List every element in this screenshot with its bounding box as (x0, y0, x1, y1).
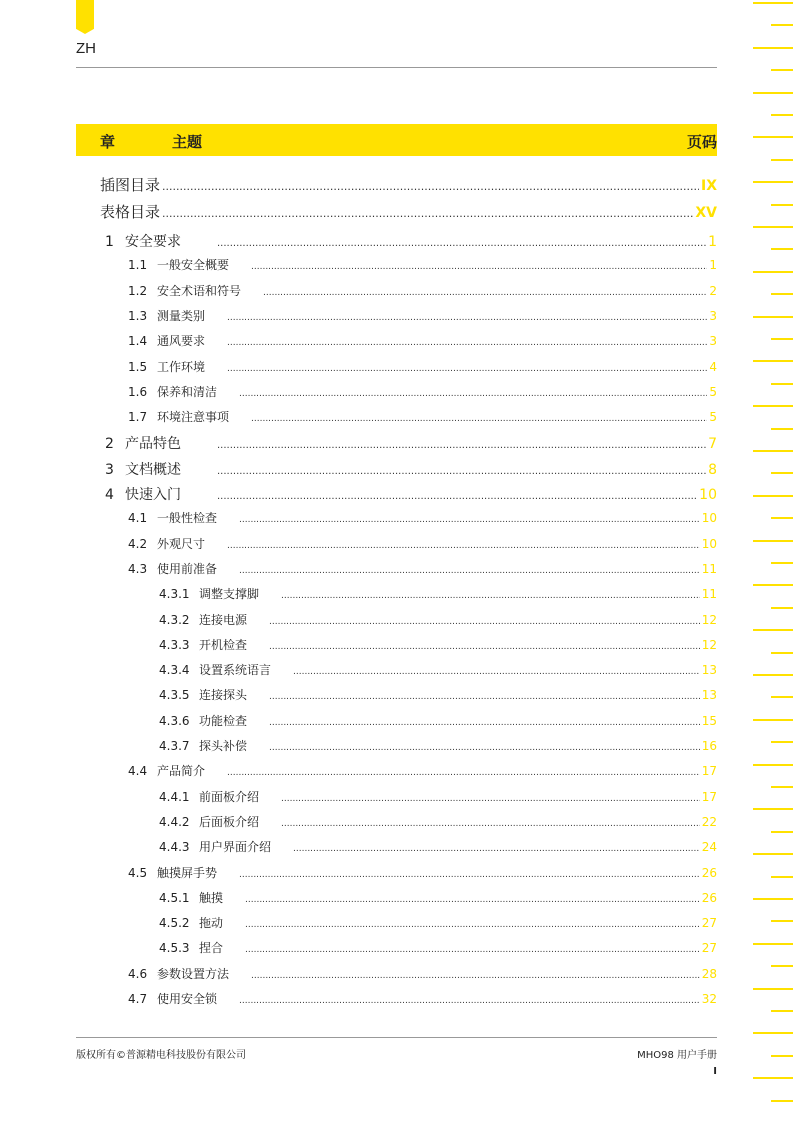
toc-entry[interactable] (128, 358, 717, 375)
toc-entry-title: 一般安全概要 (157, 258, 230, 273)
ruler-tick (771, 1055, 793, 1057)
toc-entry-title: 捏合 (199, 941, 224, 956)
margin-ruler (745, 0, 793, 1122)
toc-entry-number: 4.1 (128, 511, 148, 526)
toc-entry-page: 11 (701, 561, 717, 576)
toc-entry-number: 4.3.4 (159, 663, 190, 678)
dot-leader (217, 238, 706, 249)
toc-entry-number: 4.4.2 (159, 814, 190, 829)
ruler-tick (771, 876, 793, 878)
ruler-tick (771, 114, 793, 116)
ruler-tick (771, 428, 793, 430)
dot-leader (227, 364, 707, 374)
language-label: ZH (76, 40, 96, 57)
toc-entry[interactable] (128, 560, 717, 577)
toc-entry[interactable] (159, 889, 717, 906)
toc-entry-page: 15 (701, 713, 717, 728)
dot-leader (239, 515, 700, 525)
toc-entry[interactable] (159, 813, 717, 830)
toc-entry-page: 32 (701, 992, 717, 1006)
toc-entry-number: 3 (105, 461, 114, 478)
ruler-tick (771, 607, 793, 609)
toc-entry-page: 17 (701, 789, 717, 804)
toc-entry-title: 快速入门 (125, 487, 181, 503)
ruler-tick (771, 965, 793, 967)
toc-entry[interactable] (159, 686, 717, 703)
toc-entry-page: 10 (701, 511, 717, 526)
toc-entry-page: IX (700, 178, 717, 194)
toc-entry-title: 文档概述 (125, 461, 181, 478)
toc-entry[interactable] (105, 484, 717, 504)
ruler-tick (771, 204, 793, 206)
dot-leader (217, 491, 697, 502)
toc-entry-page: XV (695, 205, 717, 221)
ruler-tick (753, 316, 793, 318)
toc-entry-number: 1 (105, 234, 114, 250)
toc-entry-page: 3 (709, 308, 717, 323)
toc-entry-title: 安全要求 (125, 234, 181, 250)
toc-entry-title: 拖动 (199, 916, 224, 931)
ruler-tick (771, 69, 793, 71)
ruler-tick (771, 24, 793, 26)
toc-entry-number: 1.1 (128, 258, 148, 273)
toc-entry-number: 1.7 (128, 410, 148, 425)
toc-entry-page: 1 (708, 234, 717, 250)
toc-entry-page: 12 (701, 637, 717, 652)
ruler-tick (771, 1100, 793, 1102)
toc-entry-number: 4.6 (128, 966, 148, 981)
toc-entry[interactable] (159, 737, 717, 754)
ruler-tick (753, 943, 793, 945)
toc-entry-number: 4.3.1 (159, 587, 190, 602)
toc-entry-number: 4.3.7 (159, 739, 190, 753)
toc-entry[interactable] (128, 383, 717, 400)
toc-entry-number: 4.4.1 (159, 789, 190, 804)
dot-leader (245, 920, 700, 930)
toc-entry[interactable] (128, 332, 717, 349)
toc-entry[interactable] (159, 661, 717, 678)
dot-leader (227, 313, 707, 323)
toc-entry-title: 产品特色 (125, 436, 181, 453)
ruler-tick (771, 159, 793, 161)
toc-entry-title: 设置系统语言 (199, 663, 272, 678)
toc-entry-number: 4.7 (128, 992, 148, 1006)
toc-entry-page: 4 (709, 359, 717, 374)
dot-leader (269, 617, 700, 627)
toc-entry-page: 10 (699, 487, 717, 503)
ruler-tick (771, 383, 793, 385)
ruler-tick (771, 741, 793, 743)
toc-entry-number: 4.3.3 (159, 637, 190, 652)
ruler-tick (771, 696, 793, 698)
toc-entry-title: 连接探头 (199, 688, 248, 703)
ruler-tick (753, 629, 793, 631)
toc-entry-number: 4.3 (128, 561, 148, 576)
toc-entry[interactable] (128, 762, 717, 779)
ruler-tick (771, 831, 793, 833)
dot-leader (239, 870, 700, 880)
dot-leader (227, 338, 707, 348)
toc-entry-number: 4.3.6 (159, 713, 190, 728)
toc-entry-page: 26 (701, 890, 717, 905)
toc-entry-page: 12 (701, 612, 717, 627)
toc-entry-title: 触摸屏手势 (157, 865, 218, 880)
ruler-tick (753, 988, 793, 990)
toc-entry-page: 7 (708, 436, 717, 453)
toc-entry-title: 触摸 (199, 890, 224, 905)
toc-entry-title: 一般性检查 (157, 511, 218, 526)
toc-entry-number: 4.5.3 (159, 941, 190, 956)
dot-leader (217, 440, 706, 451)
ruler-tick (753, 271, 793, 273)
toc-entry-number: 4.5.2 (159, 916, 190, 931)
ruler-tick (753, 898, 793, 900)
dot-leader (251, 414, 707, 424)
ruler-tick (753, 136, 793, 138)
toc-entry[interactable] (159, 788, 717, 805)
ruler-tick (753, 360, 793, 362)
ruler-tick (771, 652, 793, 654)
toc-entry-title: 调整支撑脚 (199, 587, 260, 602)
toc-entry-title: 后面板介绍 (199, 814, 260, 829)
ruler-tick (753, 853, 793, 855)
toc-entry-number: 1.5 (128, 359, 148, 374)
dot-leader (239, 389, 707, 399)
toc-entry-page: 26 (701, 865, 717, 880)
toc-entry-number: 4 (105, 487, 114, 503)
ruler-tick (771, 786, 793, 788)
toc-entry-title: 表格目录 (100, 203, 161, 221)
dot-leader (162, 207, 693, 220)
ruler-tick (771, 338, 793, 340)
dot-leader (162, 180, 699, 193)
toc-entry-number: 2 (105, 436, 114, 453)
ruler-tick (771, 472, 793, 474)
toc-entry[interactable] (100, 174, 717, 195)
toc-entry-page: 1 (709, 258, 717, 273)
toc-entry-title: 插图目录 (100, 176, 161, 194)
dot-leader (263, 288, 707, 298)
toc-entry[interactable] (128, 282, 717, 299)
dot-leader (245, 945, 700, 955)
toc-entry-title: 保养和清洁 (157, 384, 218, 399)
toc-entry-title: 通风要求 (157, 334, 206, 349)
dot-leader (281, 819, 700, 829)
toc-entry-title: 使用安全锁 (157, 992, 218, 1006)
toc-entry[interactable] (128, 535, 717, 552)
toc-entry-number: 1.4 (128, 334, 148, 349)
copyright-text: 版权所有©普源精电科技股份有限公司 (76, 1050, 246, 1061)
dot-leader (269, 743, 700, 753)
dot-leader (227, 541, 700, 551)
toc-entry[interactable] (105, 231, 717, 251)
ruler-tick (753, 181, 793, 183)
ruler-tick (753, 719, 793, 721)
toc-entry-title: 安全术语和符号 (157, 283, 242, 298)
dot-leader (239, 566, 700, 576)
toc-entry-page: 11 (701, 587, 717, 602)
toc-entry[interactable] (128, 256, 717, 273)
toc-entry-number: 4.4.3 (159, 840, 190, 855)
column-page: 页码 (686, 133, 717, 151)
dot-leader (251, 971, 700, 981)
toc-entry[interactable] (159, 712, 717, 729)
toc-entry-title: 产品简介 (157, 764, 206, 779)
ruler-tick (771, 1010, 793, 1012)
dot-leader (251, 262, 707, 272)
toc-entry-page: 13 (701, 688, 717, 703)
toc-entry[interactable] (128, 990, 717, 1007)
toc-entry-page: 3 (709, 334, 717, 349)
ruler-tick (753, 1077, 793, 1079)
dot-leader (217, 466, 706, 477)
toc-entry-title: 参数设置方法 (157, 966, 230, 981)
dot-leader (281, 591, 700, 601)
header-divider (76, 67, 717, 68)
toc-entry-number: 4.2 (128, 536, 148, 551)
toc-entry-title: 测量类别 (157, 308, 206, 323)
ruler-tick (753, 226, 793, 228)
ruler-tick (771, 920, 793, 922)
dot-leader (269, 718, 700, 728)
dot-leader (269, 642, 700, 652)
toc-entry-title: 用户界面介绍 (199, 840, 272, 855)
ruler-tick (753, 540, 793, 542)
dot-leader (239, 996, 700, 1006)
dot-leader (281, 794, 700, 804)
dot-leader (269, 692, 700, 702)
toc-entry[interactable] (105, 433, 717, 453)
toc-entry[interactable] (128, 408, 717, 425)
toc-entry[interactable] (128, 509, 717, 526)
column-chapter: 章 (100, 133, 116, 151)
page-number: I (713, 1066, 717, 1077)
toc-entry-page: 27 (701, 916, 717, 931)
toc-entry-page: 24 (701, 840, 717, 855)
toc-entry-page: 13 (701, 663, 717, 678)
toc-entry-page: 10 (701, 536, 717, 551)
toc-entry[interactable] (128, 307, 717, 324)
ruler-tick (753, 92, 793, 94)
toc-entry-title: 探头补偿 (199, 739, 248, 753)
dot-leader (245, 895, 700, 905)
toc-entry[interactable] (159, 939, 717, 956)
ruler-tick (753, 47, 793, 49)
toc-entry[interactable] (105, 459, 717, 479)
toc-entry-number: 1.3 (128, 308, 148, 323)
toc-entry[interactable] (159, 611, 717, 628)
ruler-tick (753, 1032, 793, 1034)
toc-entry-title: 前面板介绍 (199, 789, 260, 804)
toc-entry[interactable] (128, 965, 717, 982)
toc-entry-number: 4.5 (128, 865, 148, 880)
toc-entry[interactable] (159, 838, 717, 855)
toc-entry-title: 开机检查 (199, 637, 248, 652)
footer-divider (76, 1037, 717, 1038)
toc-entry-page: 5 (709, 410, 717, 425)
ruler-tick (753, 2, 793, 4)
toc-entry-number: 4.3.5 (159, 688, 190, 703)
ruler-tick (771, 562, 793, 564)
toc-entry-title: 工作环境 (157, 359, 206, 374)
ruler-tick (753, 764, 793, 766)
ruler-tick (753, 808, 793, 810)
ruler-tick (771, 248, 793, 250)
toc-entry[interactable] (128, 864, 717, 881)
toc-entry-page: 22 (701, 814, 717, 829)
toc-entry-page: 5 (709, 384, 717, 399)
toc-entry[interactable] (159, 914, 717, 931)
toc-entry[interactable] (159, 636, 717, 653)
toc-entry-title: 环境注意事项 (157, 410, 230, 425)
ruler-tick (753, 450, 793, 452)
toc-entry-number: 1.6 (128, 384, 148, 399)
ruler-tick (753, 495, 793, 497)
toc-entry-page: 16 (701, 739, 717, 753)
toc-entry-number: 4.3.2 (159, 612, 190, 627)
toc-header-bar (76, 124, 717, 156)
toc-entry[interactable] (100, 201, 717, 222)
dot-leader (293, 844, 700, 854)
ruler-tick (753, 405, 793, 407)
ruler-tick (753, 674, 793, 676)
dot-leader (227, 768, 700, 778)
dot-leader (293, 667, 700, 677)
toc-entry-page: 17 (701, 764, 717, 779)
toc-entry-page: 28 (701, 966, 717, 981)
toc-entry-title: 外观尺寸 (157, 536, 206, 551)
toc-entry-number: 1.2 (128, 283, 148, 298)
column-topic: 主题 (172, 133, 203, 151)
toc-entry-title: 连接电源 (199, 612, 248, 627)
toc-entry[interactable] (159, 585, 717, 602)
toc-entry-page: 2 (709, 283, 717, 298)
toc-entry-number: 4.4 (128, 764, 148, 779)
ruler-tick (753, 584, 793, 586)
toc-entry-number: 4.5.1 (159, 890, 190, 905)
chapter-tab-marker (76, 0, 94, 34)
toc-entry-title: 功能检查 (199, 713, 248, 728)
toc-entry-title: 使用前准备 (157, 561, 218, 576)
ruler-tick (771, 293, 793, 295)
toc-entry-page: 27 (701, 941, 717, 956)
manual-title: MHO98 用户手册 (637, 1050, 717, 1061)
ruler-tick (771, 517, 793, 519)
toc-entry-page: 8 (708, 461, 717, 478)
